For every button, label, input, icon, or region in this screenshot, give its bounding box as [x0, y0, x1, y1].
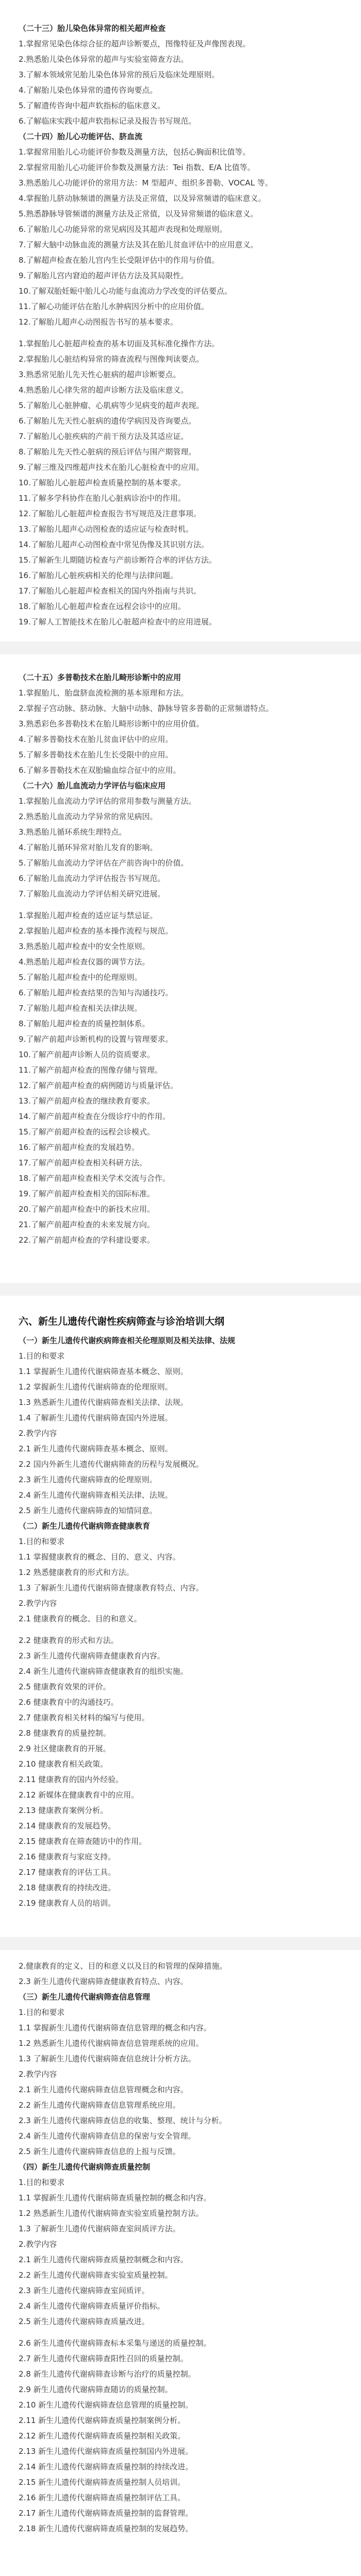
body-line: 14.了解胎儿超声心动图检查中常见伪像及其识别方法。 [19, 540, 209, 549]
body-line: 3.熟悉彩色多普勒技术在胎儿畸形诊断中的应用价值。 [19, 719, 204, 728]
body-line: 2.5 健康教育效果的评价。 [19, 1682, 111, 1691]
body-line: 18.了解胎儿心脏超声检查在远程会诊中的应用。 [19, 602, 186, 611]
body-line: 3.熟悉常见胎儿先天性心脏病的超声诊断要点。 [19, 370, 181, 379]
body-line: 2.18 新生儿遗传代谢病筛查质量控制的发展趋势。 [19, 2524, 193, 2533]
body-line: 4.熟悉胎儿心律失常的超声诊断方法及临床意义。 [19, 385, 189, 395]
body-line: 2.教学内容 [19, 2070, 57, 2079]
body-line: 2.15 健康教育在筛查随访中的作用。 [19, 1837, 147, 1846]
body-line: 2.2 新生儿遗传代谢病筛查实验室质量控制。 [19, 2270, 173, 2280]
body-line: 10.了解双胎妊娠中胎儿心功能与血流动力学改变的评估要点。 [19, 286, 232, 296]
body-line: 16.了解胎儿心脏疾病相关的伦理与法律问题。 [19, 571, 178, 580]
body-line: 21.了解产前超声检查的未来发展方向。 [19, 1220, 155, 1229]
body-line: 2.1 新生儿遗传代谢病筛查基本概念、原则。 [19, 1444, 173, 1453]
body-line: 4.熟悉胎儿超声检查仪器的调节方法。 [19, 957, 150, 967]
body-line: 2.10 新生儿遗传代谢病筛查信息管理的质量控制。 [19, 2400, 193, 2410]
body-line: 10.了解产前超声诊断人员的资质要求。 [19, 1050, 155, 1059]
body-line: 2.14 健康教育的发展趋势。 [19, 1821, 116, 1831]
body-line: 2.14 新生儿遗传代谢病筛查质量控制的持续改进。 [19, 2462, 193, 2471]
body-line: 2.1 新生儿遗传代谢病筛查质量控制概念和内容。 [19, 2255, 188, 2264]
body-line: 7.了解胎儿血流动力学评估相关研究进展。 [19, 889, 166, 899]
body-line: 3.熟悉胎儿循环系统生理特点。 [19, 827, 127, 837]
body-line: 1.3 了解新生儿遗传代谢病筛查室间质评方法。 [19, 2224, 180, 2233]
body-line: 2.3 新生儿遗传代谢病筛查室间质评。 [19, 2286, 150, 2295]
body-line: 2.8 新生儿遗传代谢病筛查诊断与治疗的质量控制。 [19, 2369, 196, 2379]
body-line: 12.了解胎儿心脏超声检查报告书写规范及注意事项。 [19, 509, 201, 518]
body-line: 2.7 新生儿遗传代谢病筛查阳性召回的质量控制。 [19, 2354, 188, 2363]
body-line: 1.2 熟悉健康教育的形式和方法。 [19, 1568, 134, 1577]
body-line: 1.1 掌握新生儿遗传代谢病筛查基本概念、原则。 [19, 1367, 188, 1376]
body-line: 1.目的和要求 [19, 2178, 65, 2187]
body-line: 4.了解胎儿循环异常对胎儿发育的影响。 [19, 843, 158, 852]
body-line: 2.19 健康教育人员的培训。 [19, 1899, 116, 1908]
body-line: 19.了解人工智能技术在胎儿心脏超声检查中的应用进展。 [19, 617, 217, 626]
body-line: 6.了解胎儿超声检查结果的告知与沟通技巧。 [19, 988, 173, 997]
body-line: 13.了解产前超声检查的继续教育要求。 [19, 1096, 155, 1106]
body-line: 1.3 了解新生儿遗传代谢病筛查健康教育特点、内容。 [19, 1583, 204, 1592]
chapter-title: 六、新生儿遗传代谢性疾病筛查与诊治培训大纲 [19, 1316, 225, 1327]
body-line: 1.目的和要求 [19, 1351, 65, 1361]
body-line: 2.6 健康教育中的沟通技巧。 [19, 1698, 119, 1707]
body-line: 17.了解胎儿心脏超声检查相关的国内外指南与共识。 [19, 586, 201, 596]
body-line: 17.了解产前超声检查相关科研方法。 [19, 1158, 147, 1167]
body-line: 1.1 掌握健康教育的概念、目的、意义、内容。 [19, 1552, 180, 1562]
body-line: 14.了解产前超声检查在分级诊疗中的作用。 [19, 1112, 170, 1121]
document-page [0, 654, 361, 1283]
body-line: 2.2 健康教育的形式和方法。 [19, 1636, 119, 1645]
body-line: 2.11 健康教育的国内外经验。 [19, 1775, 124, 1784]
body-line: 1.掌握常用胎儿心功能评价参数及测量方法，包括心胸面积比值等。 [19, 147, 251, 157]
body-line: 5.了解遗传咨询中超声软指标的临床意义。 [19, 101, 166, 110]
body-line: 20.了解产前超声检查中的新技术应用。 [19, 1205, 155, 1214]
section-heading: （一）新生儿遗传代谢疾病筛查相关伦理原则及相关法律、法规 [19, 1336, 236, 1345]
body-line: 2.15 新生儿遗传代谢病筛查质量控制人员培训。 [19, 2478, 186, 2487]
section-gap [19, 902, 342, 908]
body-line: 8.了解胎儿先天性心脏病的预后评估与围产期管理。 [19, 447, 196, 456]
body-line: 2.11 新生儿遗传代谢病筛查质量控制案例分析。 [19, 2416, 186, 2425]
body-line: 11.了解心功能评估在胎儿水肿病因分析中的应用价值。 [19, 302, 209, 311]
body-line: 2.16 新生儿遗传代谢病筛查质量控制评估工具。 [19, 2493, 186, 2502]
body-line: 5.了解多普勒技术在胎儿生长受限中的应用。 [19, 750, 173, 759]
body-line: 1.2 掌握新生儿遗传代谢病筛查的伦理原则。 [19, 1382, 173, 1392]
body-line: 12.了解产前超声检查的病例随访与质量评估。 [19, 1081, 178, 1090]
body-line: 1.2 熟悉新生儿遗传代谢病筛查实验室质量控制方法。 [19, 2209, 204, 2218]
body-line: 2.4 新生儿遗传代谢病筛查健康教育的组织实施。 [19, 1667, 188, 1676]
body-line: 2.7 健康教育相关材料的编写与使用。 [19, 1713, 150, 1722]
section-heading: （四）新生儿遗传代谢病筛查质量控制 [19, 2162, 151, 2172]
body-line: 11.了解产前超声检查的图像存储与管理。 [19, 1065, 162, 1075]
body-line: 19.了解产前超声检查相关的国际标准。 [19, 1189, 155, 1198]
body-line: 2.5 新生儿遗传代谢病筛查信息的上报与反馈。 [19, 2147, 180, 2156]
body-line: 2.10 健康教育相关政策。 [19, 1759, 108, 1769]
body-line: 1.掌握胎儿血流动力学评估的常用参数与测量方法。 [19, 796, 196, 806]
body-line: 2.6 新生儿遗传代谢病筛查标本采集与递送的质量控制。 [19, 2338, 211, 2348]
body-line: 2.12 新生儿遗传代谢病筛查质量控制相关政策。 [19, 2431, 186, 2441]
body-line: 6.了解胎儿血流动力学评估报告书写规范。 [19, 874, 166, 883]
body-line: 3.熟悉胎儿心功能评价的常用方法：M 型超声、组织多普勒、VOCAL 等。 [19, 178, 273, 188]
body-line: 15.了解产前超声检查的远程会诊模式。 [19, 1127, 155, 1137]
body-line: 1.掌握胎儿心脏超声检查的基本切面及其标准化操作方法。 [19, 339, 220, 348]
body-line: 4.了解胎儿染色体异常的遗传咨询要点。 [19, 86, 158, 95]
body-line: 8.了解胎儿超声检查的质量控制体系。 [19, 1019, 150, 1028]
body-line: 16.了解产前超声检查的发展趋势。 [19, 1143, 139, 1152]
body-line: 15.了解新生儿期随访检查与产前诊断符合率的评估方法。 [19, 555, 217, 565]
body-line: 1.3 熟悉新生儿遗传代谢病筛查相关法律、法规。 [19, 1398, 188, 1407]
body-line: 9.了解胎儿宫内窘迫的超声评估方法及其局限性。 [19, 271, 189, 280]
body-line: 8.了解超声检查在胎儿宫内生长受限评估中的作用与价值。 [19, 256, 220, 265]
body-line: 2.2 新生儿遗传代谢病筛查信息管理系统应用。 [19, 2100, 180, 2110]
body-line: 6.了解胎儿先天性心脏病的遗传学病因及咨询要点。 [19, 416, 196, 426]
section-gap [19, 1626, 342, 1633]
body-line: 2.掌握子宫动脉、脐动脉、大脑中动脉、静脉导管多普勒的正常频谱特点。 [19, 704, 274, 713]
body-line: 2.掌握胎儿心脏结构异常的筛查流程与图像判读要点。 [19, 354, 204, 364]
body-line: 2.1 新生儿遗传代谢病筛查信息管理概念和内容。 [19, 2085, 188, 2094]
body-line: 4.了解多普勒技术在胎儿贫血评估中的应用。 [19, 735, 173, 744]
body-line: 2.5 新生儿遗传代谢病筛查质量改进。 [19, 2317, 150, 2326]
body-line: 2.3 新生儿遗传代谢病筛查健康教育特点、内容。 [19, 1977, 188, 1986]
body-line: 2.3 新生儿遗传代谢病筛查的伦理原则。 [19, 1475, 157, 1484]
body-line: 1.2 熟悉新生儿遗传代谢病筛查信息管理系统的应用。 [19, 2039, 204, 2048]
body-line: 2.17 新生儿遗传代谢病筛查质量控制的监督管理。 [19, 2509, 193, 2518]
body-line: 2.熟悉胎儿染色体异常的超声与实验室筛查方法。 [19, 55, 189, 64]
body-line: 2.18 健康教育的持续改进。 [19, 1883, 116, 1892]
body-line: 2.9 社区健康教育的开展。 [19, 1744, 111, 1753]
body-line: 2.13 新生儿遗传代谢病筛查质量控制国内外进展。 [19, 2447, 193, 2456]
body-line: 2.3 新生儿遗传代谢病筛查健康教育内容。 [19, 1651, 165, 1660]
body-line: 2.16 健康教育与家庭支持。 [19, 1852, 116, 1861]
body-line: 6.了解临床实践中超声软指标记录及报告书写规范。 [19, 116, 196, 126]
body-line: 2.13 健康教育案例分析。 [19, 1806, 108, 1815]
body-line: 22.了解产前超声检查的学科建设要求。 [19, 1235, 155, 1245]
body-line: 12.了解胎儿超声心动图报告书写的基本要求。 [19, 317, 178, 327]
body-line: 2.掌握胎儿超声检查的基本操作流程与规范。 [19, 926, 173, 936]
body-line: 5.熟悉静脉导管频谱的测量方法及正常值，以及异常频谱的临床意义。 [19, 209, 258, 218]
section-heading: （三）新生儿遗传代谢病筛查信息管理 [19, 1992, 151, 2002]
body-line: 11.了解多学科协作在胎儿心脏病诊治中的作用。 [19, 494, 186, 503]
body-line: 1.1 掌握新生儿遗传代谢病筛查信息管理的概念和内容。 [19, 2023, 211, 2032]
body-line: 2.4 新生儿遗传代谢病筛查质量评价指标。 [19, 2301, 165, 2311]
body-line: 1.4 了解新生儿遗传代谢病筛查国内外进展。 [19, 1413, 173, 1422]
body-line: 9.了解三维及四维超声技术在胎儿心脏检查中的应用。 [19, 463, 204, 472]
body-line: 2.1 健康教育的概念、目的和意义。 [19, 1614, 142, 1623]
section-heading: （二十三）胎儿染色体异常的相关超声检查 [19, 24, 166, 33]
body-line: 10.了解胎儿心脏超声检查质量控制的基本要求。 [19, 478, 186, 487]
body-line: 2.掌握常用胎儿心功能评价参数及测量方法：Tei 指数、E/A 比值等。 [19, 163, 255, 172]
body-line: 6.了解多普勒技术在双胎输血综合征中的应用。 [19, 766, 181, 775]
body-line: 2.4 新生儿遗传代谢病筛查相关法律、法规。 [19, 1490, 173, 1500]
body-line: 1.1 掌握新生儿遗传代谢病筛查质量控制的概念和内容。 [19, 2193, 211, 2202]
body-line: 13.了解胎儿超声心动图检查的适应证与检查时机。 [19, 524, 193, 534]
section-heading: （二）新生儿遗传代谢病筛查健康教育 [19, 1521, 151, 1531]
body-line: 5.了解胎儿心脏肿瘤、心肌病等少见病变的超声表现。 [19, 401, 204, 410]
body-line: 2.12 新媒体在健康教育中的应用。 [19, 1790, 139, 1800]
body-line: 6.了解胎儿心功能异常的常见病因及其超声表现和处理原则。 [19, 225, 227, 234]
body-line: 2.4 新生儿遗传代谢病筛查信息的保密与安全管理。 [19, 2131, 196, 2141]
body-line: 18.了解产前超声检查相关学术交流与合作。 [19, 1174, 170, 1183]
body-line: 7.了解大脑中动脉血流的测量方法及其在胎儿贫血评估中的应用意义。 [19, 240, 258, 249]
document-page [0, 1950, 361, 2576]
body-line: 2.健康教育的定义、目的和意义以及目的和管理的保障措施。 [19, 1961, 227, 1971]
section-gap [19, 330, 342, 336]
body-line: 1.3 了解新生儿遗传代谢病筛查信息统计分析方法。 [19, 2054, 196, 2063]
body-line: 2.教学内容 [19, 1599, 57, 1608]
section-heading: （二十六）胎儿血流动力学评估与临床应用 [19, 781, 166, 790]
body-line: 2.教学内容 [19, 2240, 57, 2249]
body-line: 1.掌握胎儿、胎盘脐血流检测的基本原理和方法。 [19, 688, 189, 698]
document-page [0, 1296, 361, 1937]
body-line: 9.了解产前超声诊断机构的设置与管理要求。 [19, 1035, 173, 1044]
body-line: 1.目的和要求 [19, 2008, 65, 2017]
body-line: 3.熟悉胎儿超声检查中的安全性原则。 [19, 942, 150, 951]
body-line: 4.掌握胎儿脐动脉频谱的测量方法及正常值，以及异常频谱的临床意义。 [19, 194, 266, 203]
body-line: 2.9 新生儿遗传代谢病筛查随访的质量控制。 [19, 2385, 173, 2394]
body-line: 2.教学内容 [19, 1429, 57, 1438]
body-line: 2.5 新生儿遗传代谢病筛查的知情同意。 [19, 1506, 157, 1515]
document-page [0, 0, 361, 641]
body-line: 1.目的和要求 [19, 1537, 65, 1546]
body-line: 5.了解胎儿超声检查中的伦理原则。 [19, 973, 142, 982]
section-gap [19, 2329, 342, 2335]
body-line: 1.掌握常见染色体综合征的超声诊断要点，图像特征及声像图表现。 [19, 39, 251, 48]
body-line: 7.了解胎儿超声检查相关法律法规。 [19, 1004, 142, 1013]
body-line: 2.3 新生儿遗传代谢病筛查信息的收集、整理、统计与分析。 [19, 2116, 227, 2125]
body-line: 2.8 健康教育的质量控制。 [19, 1728, 111, 1738]
section-heading: （二十四）胎儿心功能评估、脐血流 [19, 132, 143, 141]
body-line: 2.17 健康教育的评估工具。 [19, 1868, 116, 1877]
body-line: 5.了解胎儿血流动力学评估在产前咨询中的价值。 [19, 858, 189, 868]
body-line: 2.熟悉胎儿血流动力学异常的常见病因。 [19, 812, 158, 821]
body-line: 7.了解胎儿心脏疾病的产前干预方法及其适应证。 [19, 432, 189, 441]
section-heading: （二十五）多普勒技术在胎儿畸形诊断中的应用 [19, 673, 182, 682]
body-line: 1.掌握胎儿超声检查的适应证与禁忌证。 [19, 911, 158, 920]
body-line: 3.了解本领域常见胎儿染色体异常的预后及临床处理原则。 [19, 70, 220, 79]
body-line: 2.2 国内外新生儿遗传代谢病筛查的历程与发展概况。 [19, 1460, 204, 1469]
